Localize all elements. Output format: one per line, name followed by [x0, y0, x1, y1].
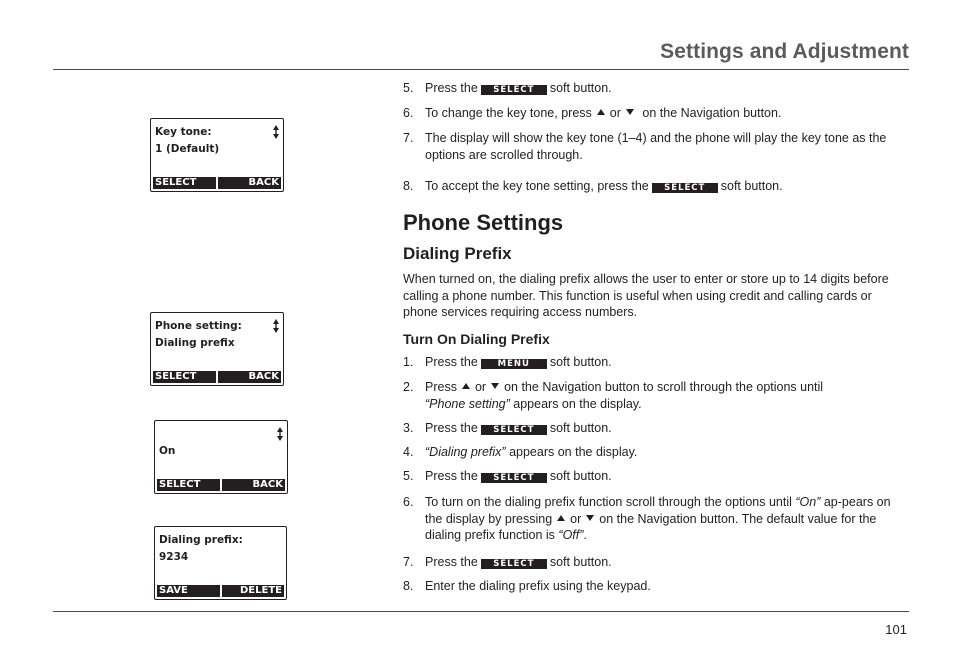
soft-key-right: BACK: [218, 177, 281, 189]
lcd-line-2: On: [159, 445, 176, 457]
top-step-8: 8. To accept the key tone setting, press the SELECT soft button.: [403, 179, 783, 193]
step-7: 7. Press the SELECT soft button.: [403, 555, 612, 569]
top-step-5: 5. Press the SELECT soft button.: [403, 81, 612, 95]
soft-key-left: SELECT: [157, 479, 220, 491]
down-arrow-icon: [626, 109, 634, 115]
header-rule: [53, 69, 909, 70]
select-button-graphic: SELECT: [652, 183, 718, 193]
up-arrow-icon: [462, 383, 470, 389]
subsubsection-title: Turn On Dialing Prefix: [403, 331, 550, 347]
lcd-line-2: 9234: [159, 551, 189, 563]
step-2: 2. Press or on the Navigation button to scroll through the options until “Phone setting” appears on the display.: [403, 380, 824, 411]
lcd-line-1: Phone setting:: [155, 320, 242, 332]
soft-key-left: SELECT: [153, 371, 216, 383]
lcd-line-1: Dialing prefix:: [159, 534, 243, 546]
soft-key-right: BACK: [222, 479, 285, 491]
top-step-7: 7. The display will show the key tone (1–4) and the phone will play the key tone as the options are scrolled through.: [403, 131, 887, 162]
select-button-graphic: SELECT: [481, 473, 547, 483]
up-arrow-icon: [597, 109, 605, 115]
soft-key-left: SAVE: [157, 585, 220, 597]
step-6: 6. To turn on the dialing prefix function scroll through the options until “On” ap-pears on the display by pressing or on the Navigation button. The default value for the dialing prefix function is “Off”.: [403, 495, 891, 542]
select-button-graphic: SELECT: [481, 425, 547, 435]
step-8: 8. Enter the dialing prefix using the keypad.: [403, 579, 651, 593]
soft-key-left: SELECT: [153, 177, 216, 189]
footer-rule: [53, 611, 909, 612]
lcd-screen-key-tone: [150, 118, 284, 192]
page-number: 101: [885, 622, 907, 637]
lcd-line-2: 1 (Default): [155, 143, 220, 155]
step-5: 5. Press the SELECT soft button.: [403, 469, 612, 483]
step-4: 4. “Dialing prefix” appears on the display.: [403, 445, 638, 459]
lcd-screen-on: [154, 420, 288, 494]
step-1: 1. Press the MENU soft button.: [403, 355, 612, 369]
menu-button-graphic: MENU: [481, 359, 547, 369]
lcd-screen-dialing-prefix: [154, 526, 287, 600]
soft-key-right: DELETE: [222, 585, 285, 597]
top-step-6: 6. To change the key tone, press or on the Navigation button.: [403, 106, 782, 120]
page-header-title: Settings and Adjustment: [660, 40, 909, 63]
scroll-arrows-icon: [273, 125, 279, 139]
soft-key-right: BACK: [218, 371, 281, 383]
subsection-title: Dialing Prefix: [403, 244, 512, 263]
scroll-arrows-icon: [273, 319, 279, 333]
lcd-line-1: Key tone:: [155, 126, 212, 138]
step-3: 3. Press the SELECT soft button.: [403, 421, 612, 435]
intro-paragraph: When turned on, the dialing prefix allows the user to enter or store up to 14 digits before calling a phone number. This function is useful when using credit and calling cards or phone services requiring access numbers.: [403, 272, 889, 319]
down-arrow-icon: [586, 515, 594, 521]
scroll-arrows-icon: [277, 427, 283, 441]
lcd-screen-phone-setting: [150, 312, 284, 386]
select-button-graphic: SELECT: [481, 85, 547, 95]
section-title: Phone Settings: [403, 210, 564, 235]
down-arrow-icon: [491, 383, 499, 389]
lcd-line-2: Dialing prefix: [155, 337, 235, 349]
up-arrow-icon: [557, 515, 565, 521]
select-button-graphic: SELECT: [481, 559, 547, 569]
